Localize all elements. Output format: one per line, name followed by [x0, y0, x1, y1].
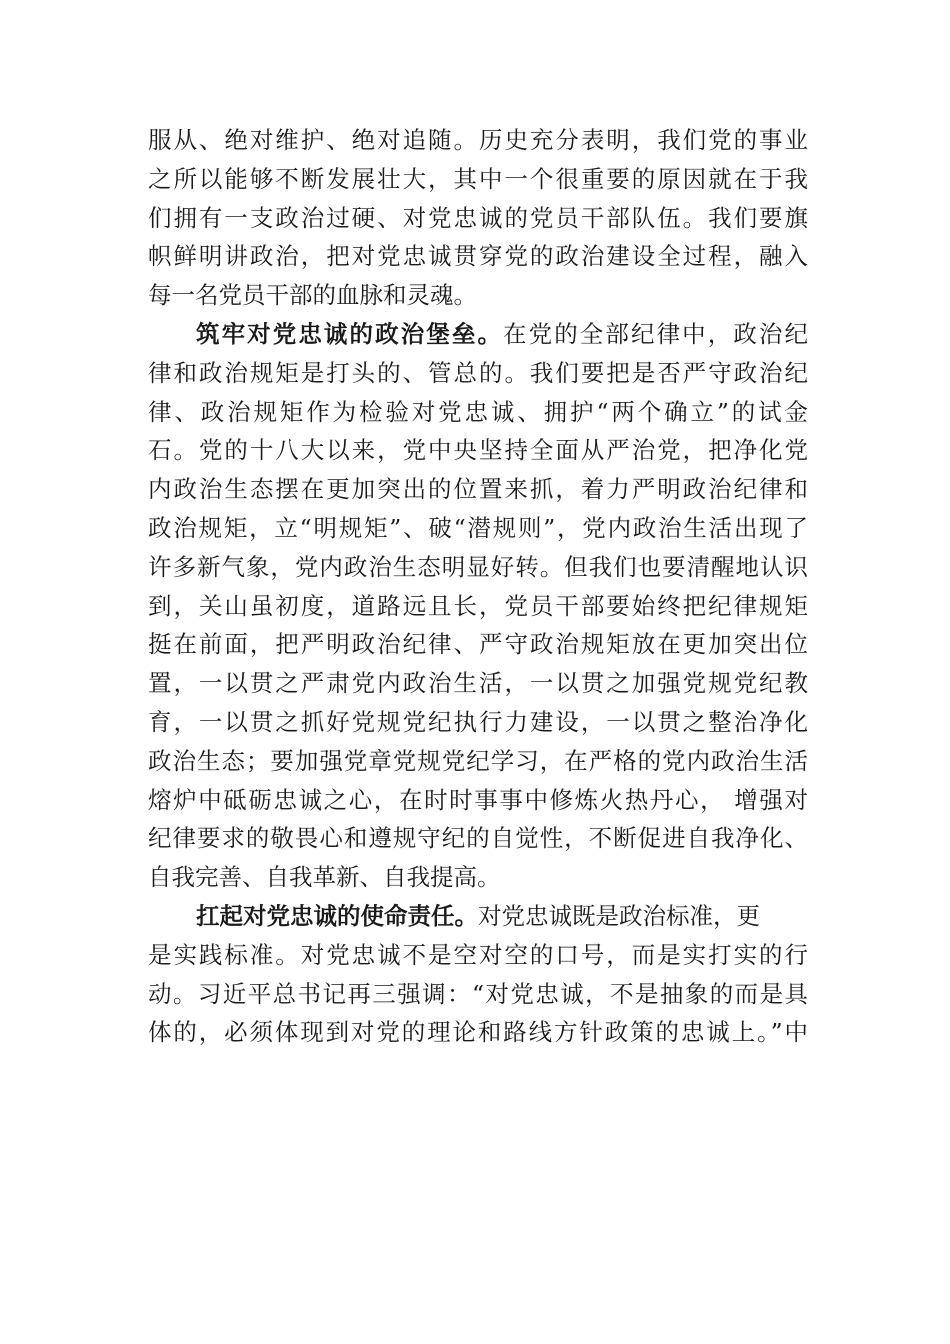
text-line: 动。习近平总书记再三强调：“对党忠诚，不是抽象的而是具: [148, 979, 808, 1008]
text-line: 育，一以贯之抓好党规党纪执行力建设，一以贯之整治净化: [148, 707, 808, 736]
text-line: 之所以能够不断发展壮大，其中一个很重要的原因就在于我: [148, 164, 808, 193]
text-line: 内政治生态摆在更加突出的位置来抓，着力严明政治纪律和: [148, 475, 808, 504]
text-line: 熔炉中砥砺忠诚之心，在时时事事中修炼火热丹心， 增强对: [148, 785, 808, 814]
document-body: [148, 121, 808, 1052]
text-line-first: [148, 897, 808, 936]
text-line: 体的，必须体现到对党的理论和路线方针政策的忠诚上。”中: [148, 1018, 808, 1047]
text-line: 服从、绝对维护、绝对追随。历史充分表明，我们党的事业: [148, 126, 808, 154]
text-line: 每一名党员干部的血脉和灵魂。: [148, 281, 477, 310]
paragraph-loyalty-intro: [148, 121, 808, 315]
text-line: 许多新气象，党内政治生态明显好转。但我们也要清醒地认识: [148, 552, 808, 581]
text-line: 政治规矩，立“明规矩”、破“潜规则”，党内政治生活出现了: [148, 513, 808, 542]
text-line: 自我完善、自我革新、自我提高。: [148, 863, 501, 892]
text-line: 置，一以贯之严肃党内政治生活，一以贯之加强党规党纪教: [148, 669, 808, 698]
text-line: 纪律要求的敬畏心和遵规守纪的自觉性，不断促进自我净化、: [148, 824, 808, 853]
text-run: 对党忠诚既是政治标准，更: [478, 901, 760, 930]
text-run: 在党的全部纪律中，政治纪: [503, 319, 809, 348]
text-line: 石。党的十八大以来，党中央坚持全面从严治党，把净化党: [148, 436, 808, 465]
text-line: 是实践标准。对党忠诚不是空对空的口号，而是实打实的行: [148, 940, 808, 969]
paragraph-political-fortress: [148, 315, 808, 897]
text-line: 政治生态；要加强党章党规党纪学习，在严格的党内政治生活: [148, 746, 808, 775]
text-line: 帜鲜明讲政治，把对党忠诚贯穿党的政治建设全过程，融入: [148, 242, 808, 271]
text-line: 律、政治规矩作为检验对党忠诚、拥护“两个确立”的试金: [148, 397, 808, 426]
section-heading: 扛起对党忠诚的使命责任。: [196, 901, 478, 930]
paragraph-mission-responsibility: [148, 897, 808, 1052]
text-line: 到，关山虽初度，道路远且长，党员干部要始终把纪律规矩: [148, 591, 808, 620]
text-line: 挺在前面，把严明政治纪律、严守政治规矩放在更加突出位: [148, 630, 808, 659]
section-heading: 筑牢对党忠诚的政治堡垒。: [196, 319, 504, 348]
text-line-first: [148, 315, 808, 354]
text-line: 们拥有一支政治过硬、对党忠诚的党员干部队伍。我们要旗: [148, 203, 808, 232]
text-line: 律和政治规矩是打头的、管总的。我们要把是否严守政治纪: [148, 358, 808, 387]
